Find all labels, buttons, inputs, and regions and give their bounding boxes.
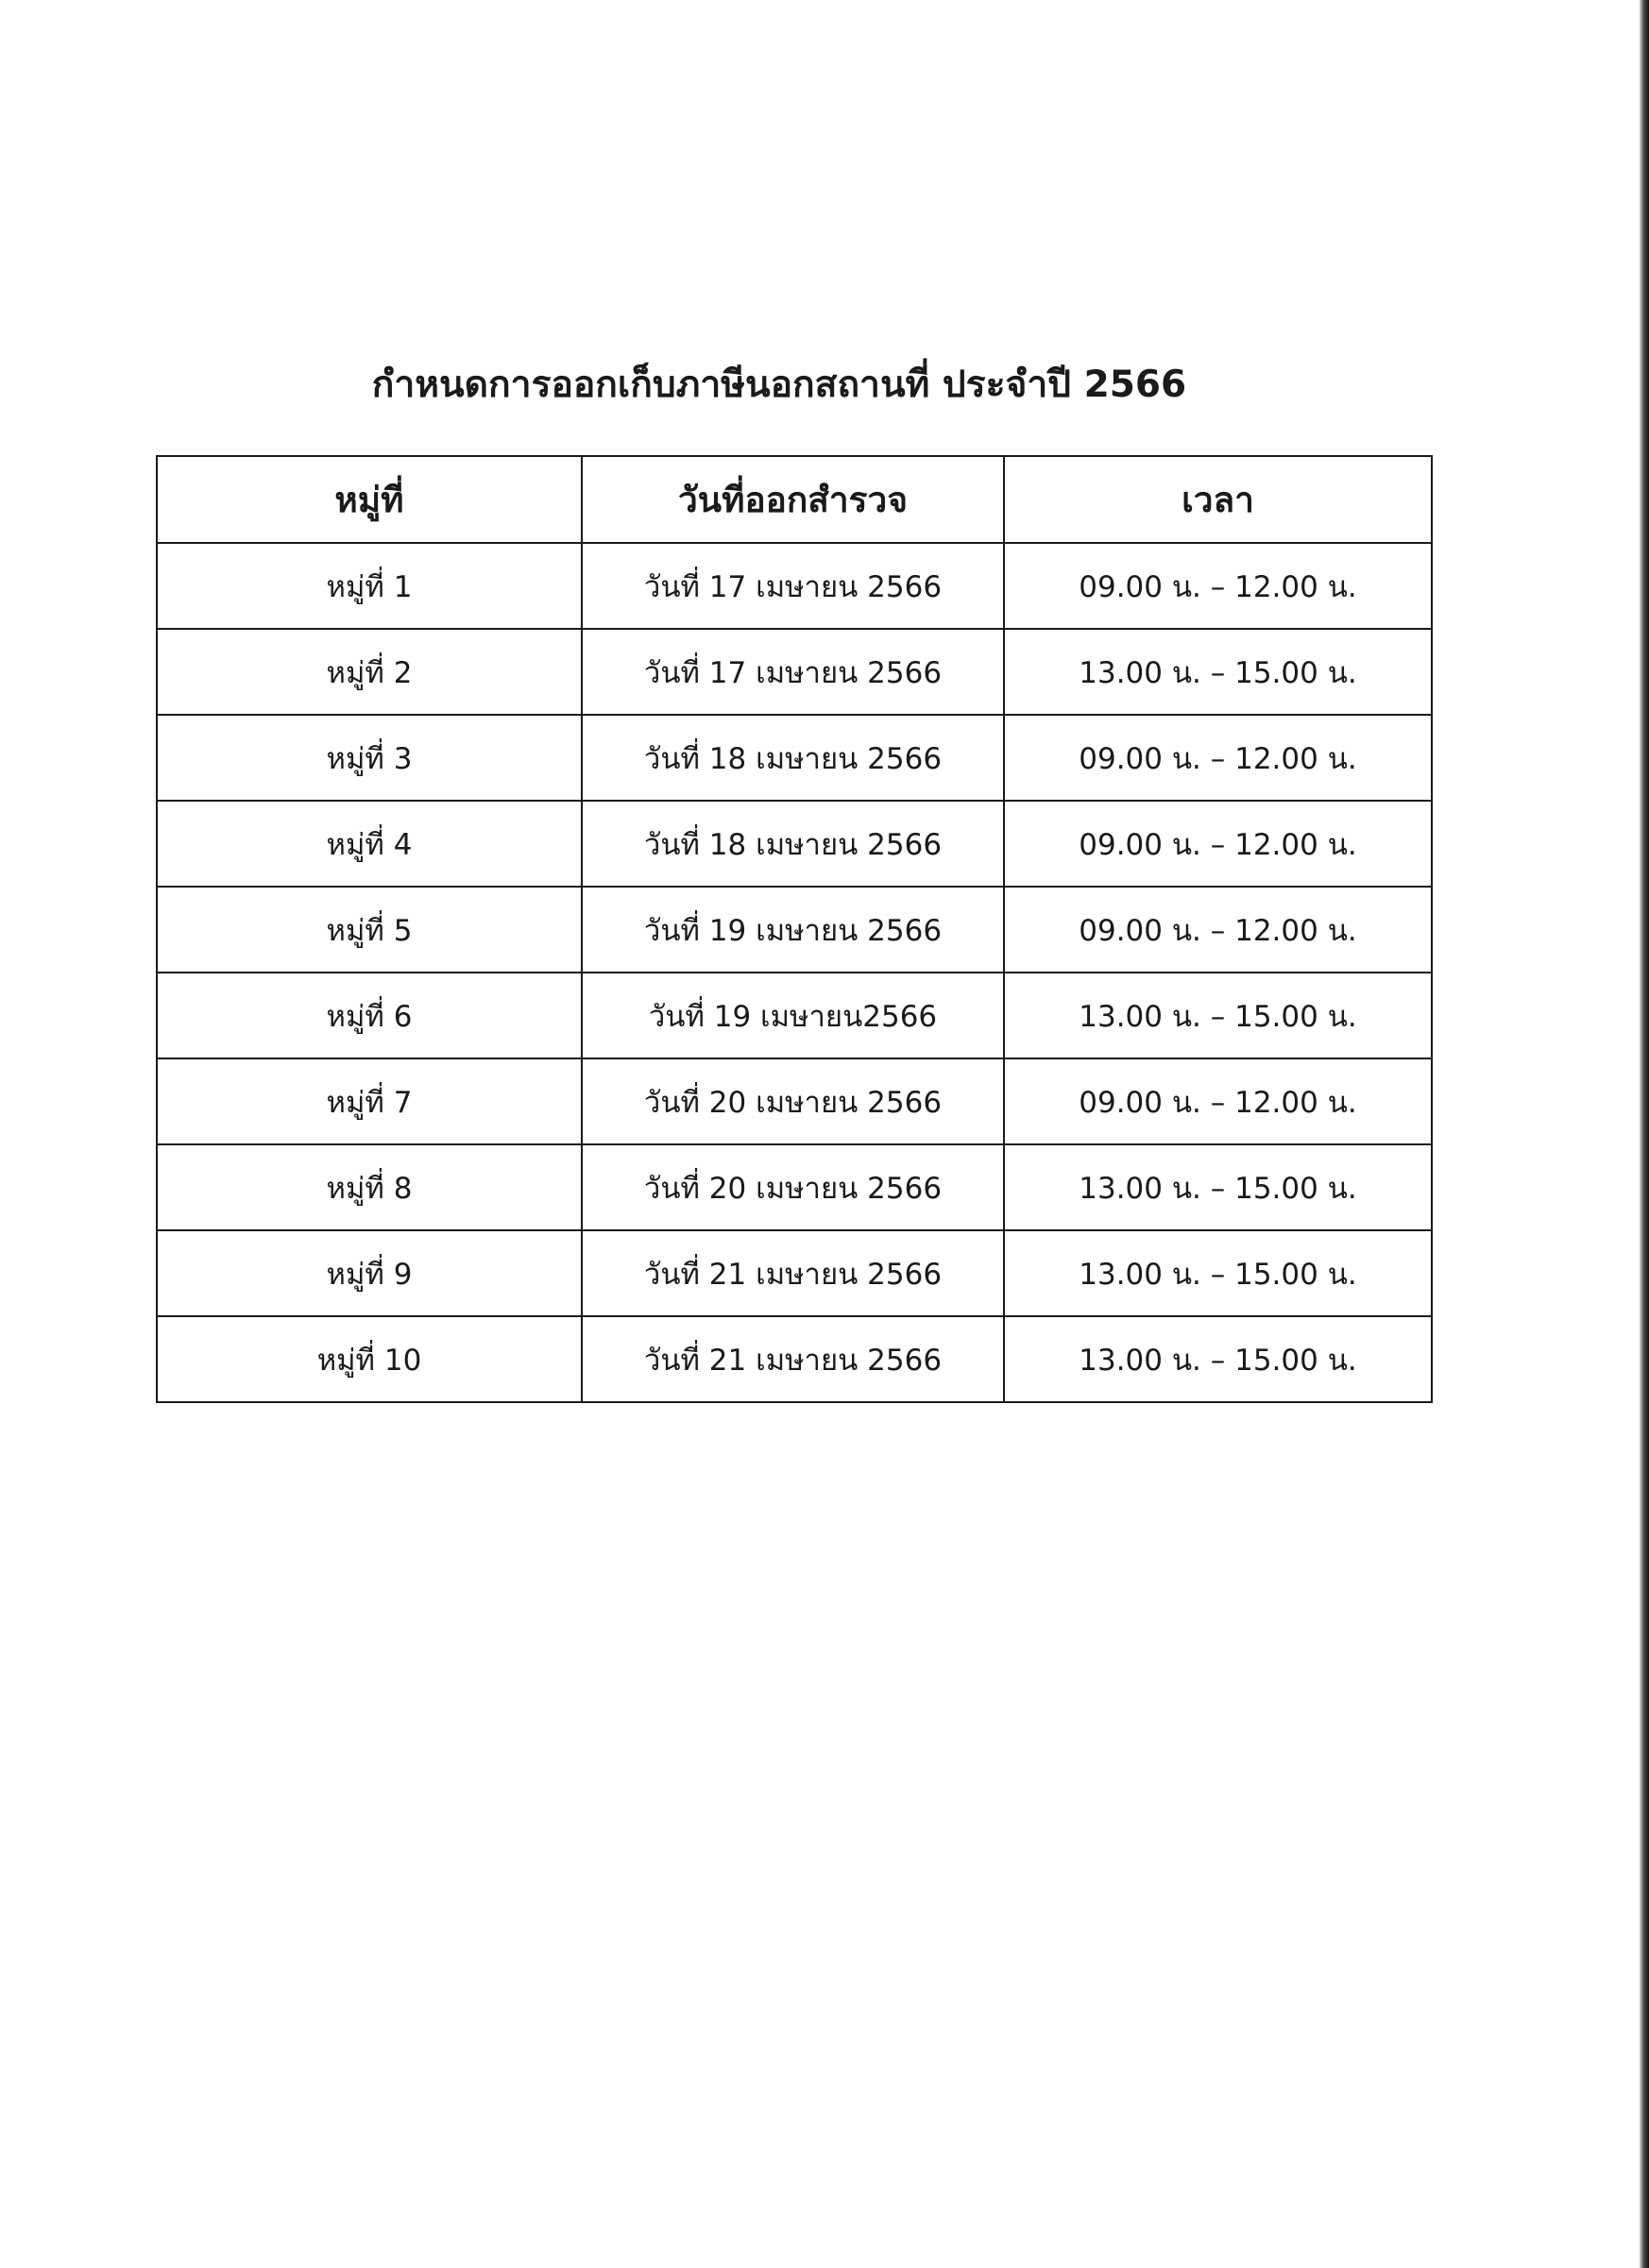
cell-time: 09.00 น. – 12.00 น.: [1004, 543, 1432, 629]
cell-time: 09.00 น. – 12.00 น.: [1004, 1058, 1432, 1144]
table-row: [157, 887, 1432, 973]
table-header-row: [157, 456, 1432, 543]
cell-village: หมู่ที่ 10: [157, 1316, 582, 1402]
cell-date: วันที่ 18 เมษายน 2566: [582, 715, 1004, 801]
table-row: [157, 629, 1432, 715]
table-row: [157, 1144, 1432, 1230]
header-survey-date: วันที่ออกสำรวจ: [582, 456, 1004, 543]
cell-village: หมู่ที่ 9: [157, 1230, 582, 1316]
table-row: [157, 543, 1432, 629]
document-title: กำหนดการออกเก็บภาษีนอกสถานที่ ประจำปี 2566: [371, 364, 1187, 406]
cell-date: วันที่ 17 เมษายน 2566: [582, 543, 1004, 629]
cell-time: 13.00 น. – 15.00 น.: [1004, 1144, 1432, 1230]
table-row: [157, 1230, 1432, 1316]
table-row: [157, 1316, 1432, 1402]
cell-time: 13.00 น. – 15.00 น.: [1004, 629, 1432, 715]
cell-date: วันที่ 21 เมษายน 2566: [582, 1230, 1004, 1316]
cell-village: หมู่ที่ 7: [157, 1058, 582, 1144]
header-time: เวลา: [1004, 456, 1432, 543]
cell-village: หมู่ที่ 3: [157, 715, 582, 801]
table-row: [157, 973, 1432, 1058]
cell-village: หมู่ที่ 2: [157, 629, 582, 715]
cell-village: หมู่ที่ 8: [157, 1144, 582, 1230]
cell-date: วันที่ 19 เมษายน 2566: [582, 887, 1004, 973]
cell-village: หมู่ที่ 5: [157, 887, 582, 973]
scan-edge-shadow: [1640, 0, 1649, 2268]
cell-village: หมู่ที่ 6: [157, 973, 582, 1058]
cell-date: วันที่ 21 เมษายน 2566: [582, 1316, 1004, 1402]
cell-village: หมู่ที่ 1: [157, 543, 582, 629]
cell-time: 13.00 น. – 15.00 น.: [1004, 1230, 1432, 1316]
cell-village: หมู่ที่ 4: [157, 801, 582, 887]
cell-time: 09.00 น. – 12.00 น.: [1004, 801, 1432, 887]
cell-date: วันที่ 20 เมษายน 2566: [582, 1144, 1004, 1230]
cell-date: วันที่ 17 เมษายน 2566: [582, 629, 1004, 715]
cell-date: วันที่ 19 เมษายน2566: [582, 973, 1004, 1058]
cell-time: 13.00 น. – 15.00 น.: [1004, 1316, 1432, 1402]
header-village: หมู่ที่: [157, 456, 582, 543]
cell-date: วันที่ 18 เมษายน 2566: [582, 801, 1004, 887]
table-row: [157, 715, 1432, 801]
cell-time: 09.00 น. – 12.00 น.: [1004, 887, 1432, 973]
table-row: [157, 1058, 1432, 1144]
table-row: [157, 801, 1432, 887]
cell-time: 13.00 น. – 15.00 น.: [1004, 973, 1432, 1058]
cell-time: 09.00 น. – 12.00 น.: [1004, 715, 1432, 801]
cell-date: วันที่ 20 เมษายน 2566: [582, 1058, 1004, 1144]
tax-collection-schedule-table: [156, 455, 1433, 1403]
